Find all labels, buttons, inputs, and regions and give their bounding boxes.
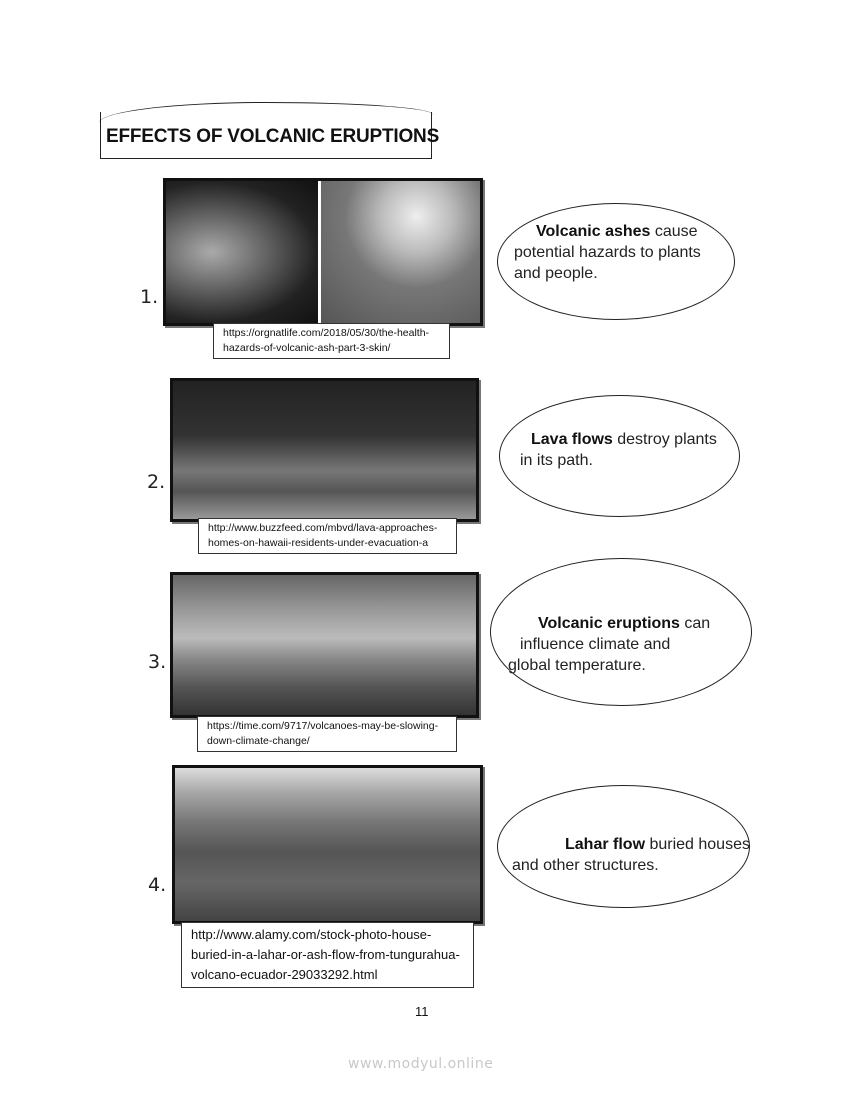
caption-line: volcano-ecuador-29033292.html — [191, 967, 378, 982]
caption-line: http://www.alamy.com/stock-photo-house- — [191, 927, 432, 942]
page-title: EFFECTS OF VOLCANIC ERUPTIONS — [106, 126, 440, 147]
description-text: buried houses — [645, 836, 750, 853]
caption-line: hazards-of-volcanic-ash-part-3-skin/ — [223, 342, 391, 354]
item-number: 1. — [140, 286, 159, 308]
key-term: Lahar flow — [565, 836, 646, 853]
item-number: 4. — [148, 874, 167, 896]
key-term: Volcanic ashes — [536, 223, 651, 240]
description-bubble — [499, 395, 740, 517]
watermark: www.modyul.online — [348, 1056, 494, 1072]
caption-line: buried-in-a-lahar-or-ash-flow-from-tungurahua- — [191, 947, 460, 962]
page-number: 11 — [415, 1004, 429, 1019]
key-term: Lava flows — [531, 431, 613, 448]
caption-line: http://www.buzzfeed.com/mbvd/lava-approaches- — [208, 522, 438, 534]
description-bubble — [490, 558, 752, 706]
description-text: and other structures. — [512, 857, 659, 874]
image-source-caption — [213, 323, 450, 359]
caption-line: https://orgnatlife.com/2018/05/30/the-health- — [223, 327, 430, 339]
description-bubble — [497, 203, 735, 320]
description-text: cause — [650, 223, 698, 240]
key-term: Volcanic eruptions — [538, 615, 680, 632]
image-source-caption — [181, 922, 474, 988]
caption-line: homes-on-hawaii-residents-under-evacuation-a — [208, 537, 429, 549]
item-number: 2. — [147, 471, 166, 493]
description-text: in its path. — [520, 452, 593, 469]
description-text: can — [679, 615, 711, 632]
caption-line: down-climate-change/ — [207, 735, 310, 747]
image-source-caption — [197, 716, 457, 752]
caption-line: https://time.com/9717/volcanoes-may-be-slowing- — [207, 720, 439, 732]
lahar-flow-photo — [172, 765, 483, 924]
description-text: destroy plants — [612, 431, 717, 448]
description-text: potential hazards to plants — [514, 244, 701, 261]
description-text: and people. — [514, 265, 598, 282]
image-source-caption — [198, 518, 457, 554]
description-bubble — [497, 785, 750, 908]
lava-flow-photo — [170, 378, 479, 522]
item-number: 3. — [148, 651, 167, 673]
title-banner — [100, 112, 440, 159]
description-text: global temperature. — [508, 657, 646, 674]
description-text: influence climate and — [520, 636, 671, 653]
volcanic-ash-photo — [163, 178, 483, 326]
climate-eruption-photo — [170, 572, 479, 718]
